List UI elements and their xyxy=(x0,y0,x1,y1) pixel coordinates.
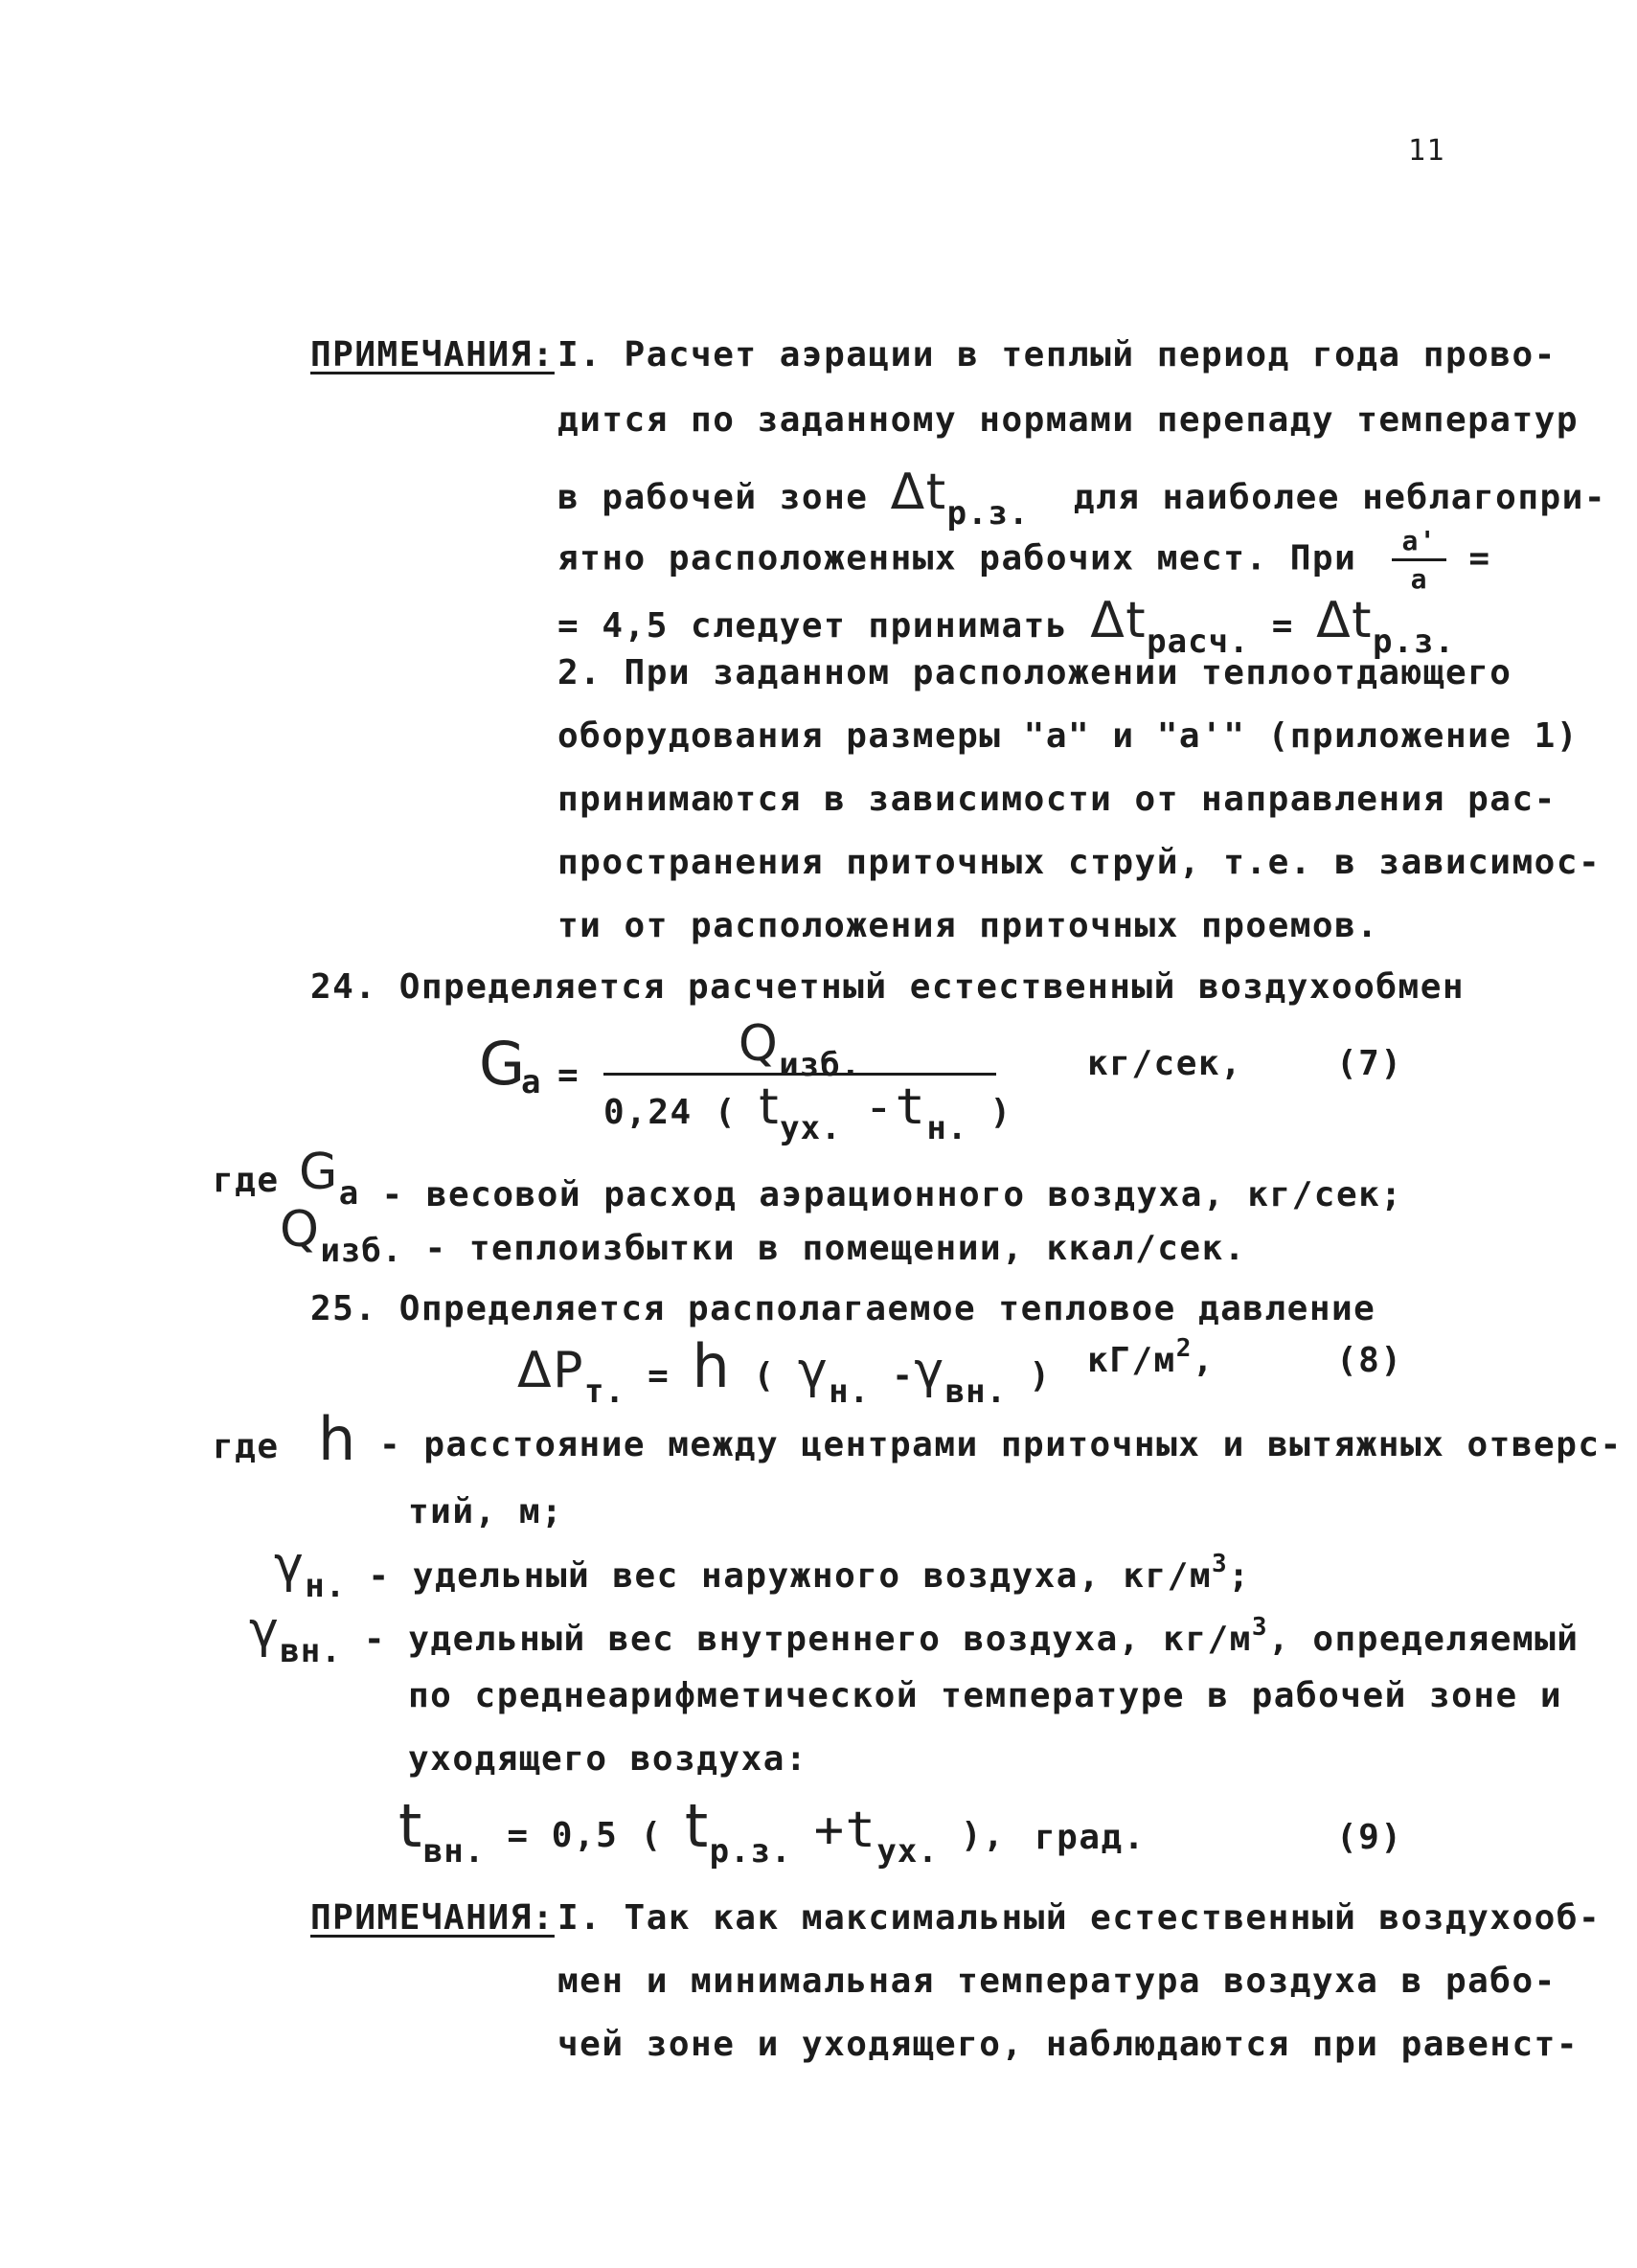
formula-9-unit: град. xyxy=(1034,1818,1146,1857)
step-24-text: 24. Определяется расчетный естественный воздухообмен xyxy=(310,967,1466,1007)
formula-7-fraction xyxy=(603,1015,1012,1147)
fraction-numerator: Qизб. xyxy=(603,1015,996,1076)
g-symbol: G xyxy=(479,1029,527,1099)
notes-heading: ПРИМЕЧАНИЯ: xyxy=(310,335,555,374)
where-gamma-vn-line3: уходящего воздуха: xyxy=(408,1739,808,1779)
formula-9-number: (9) xyxy=(1336,1818,1403,1857)
formula-7-number: (7) xyxy=(1336,1044,1403,1083)
note1-item2-line3: принимаются в зависимости от направления рас- xyxy=(557,780,1557,819)
note1-item1-line3: в рабочей зоне Δtр.з. для наиболее неблагопри- xyxy=(557,464,1607,533)
ratio-fraction: $\frac{a'}{a}$ xyxy=(1392,525,1446,595)
formula-9: tвн. = 0,5 ( tр.з. +tух. ), xyxy=(398,1791,1006,1871)
note2-line1: I. Так как максимальный естественный воздухооб- xyxy=(557,1898,1602,1938)
formula-7-unit: кг/сек, xyxy=(1087,1044,1243,1083)
where-gamma-vn-line: γвн. - удельный вес внутреннего воздуха, $кг/м^3$, определяемый xyxy=(249,1601,1580,1670)
notes-heading-2: ПРИМЕЧАНИЯ: xyxy=(310,1898,555,1938)
where-h-line: h - расстояние между центрами приточных и вытяжных отверс- xyxy=(318,1404,1623,1474)
where-g-line: Ga - весовой расход аэрационного воздуха, кг/сек; xyxy=(299,1144,1403,1214)
fraction-denominator: 0,24 ( tух. -tн. ) xyxy=(603,1078,1012,1147)
note2-line2: мен и минимальная температура воздуха в рабо- xyxy=(557,1962,1557,2001)
note1-item2-line2: оборудования размеры "a" и "a'" (приложение 1) xyxy=(557,716,1579,756)
formula-8-unit: $кГ/м^2$, xyxy=(1087,1334,1216,1380)
where-q-line: Qизб. - теплоизбытки в помещении, ккал/сек. xyxy=(280,1201,1246,1270)
where-gamma-vn-line2: по среднеарифметической температуре в рабочей зоне и xyxy=(408,1676,1563,1715)
note1-item2-line5: ти от расположения приточных проемов. xyxy=(557,906,1379,945)
note2-line3: чей зоне и уходящего, наблюдаются при равенст- xyxy=(557,2025,1579,2064)
delta-t-symbol: Δt xyxy=(890,464,947,521)
formula-8-number: (8) xyxy=(1336,1341,1403,1380)
where-gamma-n-line: γн. - удельный вес наружного воздуха, $кг/м^3$; xyxy=(274,1536,1251,1605)
note1-item2-line4: пространения приточных струй, т.е. в зависимос- xyxy=(557,843,1602,882)
rz-subscript: р.з. xyxy=(946,494,1030,533)
where-label-7: где xyxy=(213,1161,280,1200)
note1-item1-line1: I. Расчет аэрации в теплый период года прово- xyxy=(557,335,1557,374)
page-number: 11 xyxy=(1408,134,1446,168)
note1-item1-line4: ятно расположенных рабочих мест. При $\frac{a'}{a}$ = xyxy=(557,525,1491,595)
document-page: 11 ПРИМЕЧАНИЯ: I. Расчет аэрации в теплый период года прово- дится по заданному нормами перепаду температур в рабочей зоне Δtр.з. для наиболее неблагопри- ятно расположенных рабочих мест. При $\frac{a'}{a}$ = = 4,5 следует принимать Δtрасч. = Δtр.з. 2. При заданном расположении теплоотдающего оборудования размеры "a" и "a'" (приложение 1) принимаются в зависимости от направления рас- пространения приточных струй, т.е. в зависимос- ти от расположения приточных проемов. 24. Определяется расчетный естественный воздухообмен G a = Qизб. 0,24 ( tух. -tн. ) кг/сек, (7) где Ga - весовой расход аэрационного воздуха, кг/сек; Qизб. - теплоизбытки в помещении, ккал/сек. 25. Определяется располагаемое тепловое давление ΔPт. = h ( γн. -γвн. ) $кГ/м^2$, (8) где h - расстояние между центрами приточных и вытяжных отверс- тий, м; γн. - удельный вес наружного воздуха, $кг/м^3$; γвн. - удельный вес внутреннего воздуха, $кг/м^3$, определяемый по среднеарифметической температуре в рабочей зоне и уходящего воздуха: tвн. = 0,5 ( tр.з. +tух. ), град. (9) ПРИМЕЧАНИЯ: I. Так как максимальный естественный воздухооб- мен и минимальная температура воздуха в рабо- чей зоне и уходящего, наблюдаются при равенст- xyxy=(213,134,1623,2064)
note1-item2-line1: 2. При заданном расположении теплоотдающего xyxy=(557,653,1512,692)
calc-subscript: расч. xyxy=(1147,623,1250,661)
note1-item1-line5: = 4,5 следует принимать Δtрасч. = Δtр.з. xyxy=(557,592,1455,661)
where-h-line2: тий, м; xyxy=(408,1492,564,1531)
step-25-text: 25. Определяется располагаемое тепловое давление xyxy=(310,1289,1376,1328)
formula-8: ΔPт. = h ( γн. -γвн. ) xyxy=(517,1331,1052,1411)
where-label-8: где xyxy=(213,1427,280,1466)
note1-item1-line2: дится по заданному нормами перепаду температур xyxy=(557,400,1579,440)
